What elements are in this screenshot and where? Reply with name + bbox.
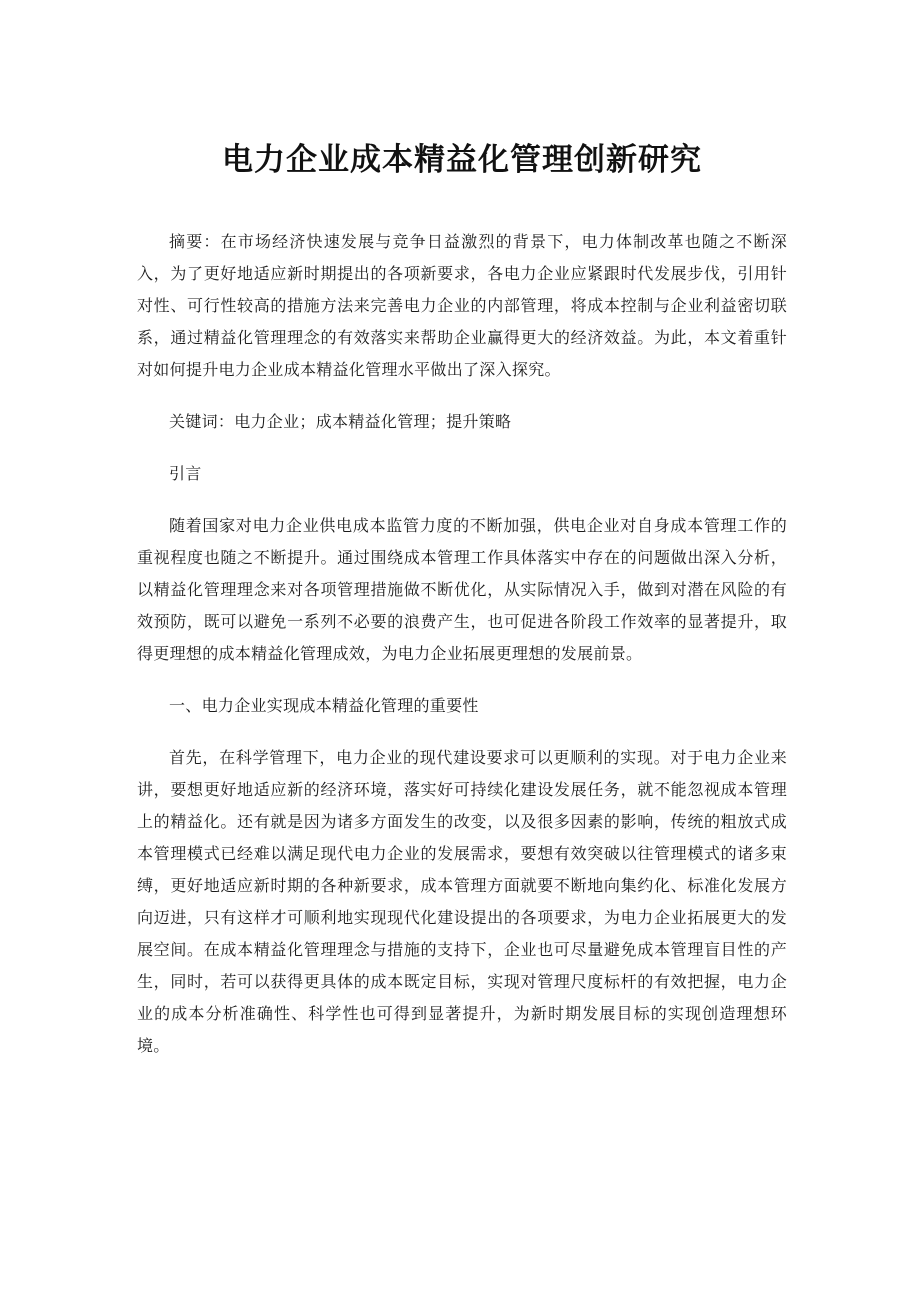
document-title: 电力企业成本精益化管理创新研究 bbox=[222, 142, 702, 178]
abstract-paragraph: 摘要：在市场经济快速发展与竞争日益激烈的背景下，电力体制改革也随之不断深入，为了更好地适应新时期提出的各项新要求，各电力企业应紧跟时代发展步伐，引用针对性、可行性较高的措施方法来完善电力企业的内部管理，将成本控制与企业利益密切联系，通过精益化管理理念的有效落实来帮助企业赢得更大的经济效益。为此，本文着重针对如何提升电力企业成本精益化管理水平做出了深入探究。 bbox=[137, 232, 787, 379]
keywords-line: 关键词：电力企业；成本精益化管理；提升策略 bbox=[169, 412, 512, 431]
intro-heading: 引言 bbox=[169, 464, 202, 483]
section-1-heading: 一、电力企业实现成本精益化管理的重要性 bbox=[169, 696, 479, 715]
section-1-paragraph: 首先，在科学管理下，电力企业的现代建设要求可以更顺利的实现。对于电力企业来讲，要想更好地适应新的经济环境，落实好可持续化建设发展任务，就不能忽视成本管理上的精益化。还有就是因为诸多方面发生的改变，以及很多因素的影响，传统的粗放式成本管理模式已经难以满足现代电力企业的发展需求，要想有效突破以往管理模式的诸多束缚，更好地适应新时期的各种新要求，成本管理方面就要不断地向集约化、标准化发展方向迈进，只有这样才可顺利地实现现代化建设提出的各项要求，为电力企业拓展更大的发展空间。在成本精益化管理理念与措施的支持下，企业也可尽量避免成本管理盲目性的产生，同时，若可以获得更具体的成本既定目标，实现对管理尺度标杆的有效把握，电力企业的成本分析准确性、科学性也可得到显著提升，为新时期发展目标的实现创造理想环境。 bbox=[137, 748, 787, 1055]
intro-paragraph: 随着国家对电力企业供电成本监管力度的不断加强，供电企业对自身成本管理工作的重视程度也随之不断提升。通过围绕成本管理工作具体落实中存在的问题做出深入分析，以精益化管理理念来对各项管理措施做不断优化，从实际情况入手，做到对潜在风险的有效预防，既可以避免一系列不必要的浪费产生，也可促进各阶段工作效率的显著提升，取得更理想的成本精益化管理成效，为电力企业拓展更理想的发展前景。 bbox=[137, 516, 787, 663]
document-page bbox=[137, 128, 787, 1082]
